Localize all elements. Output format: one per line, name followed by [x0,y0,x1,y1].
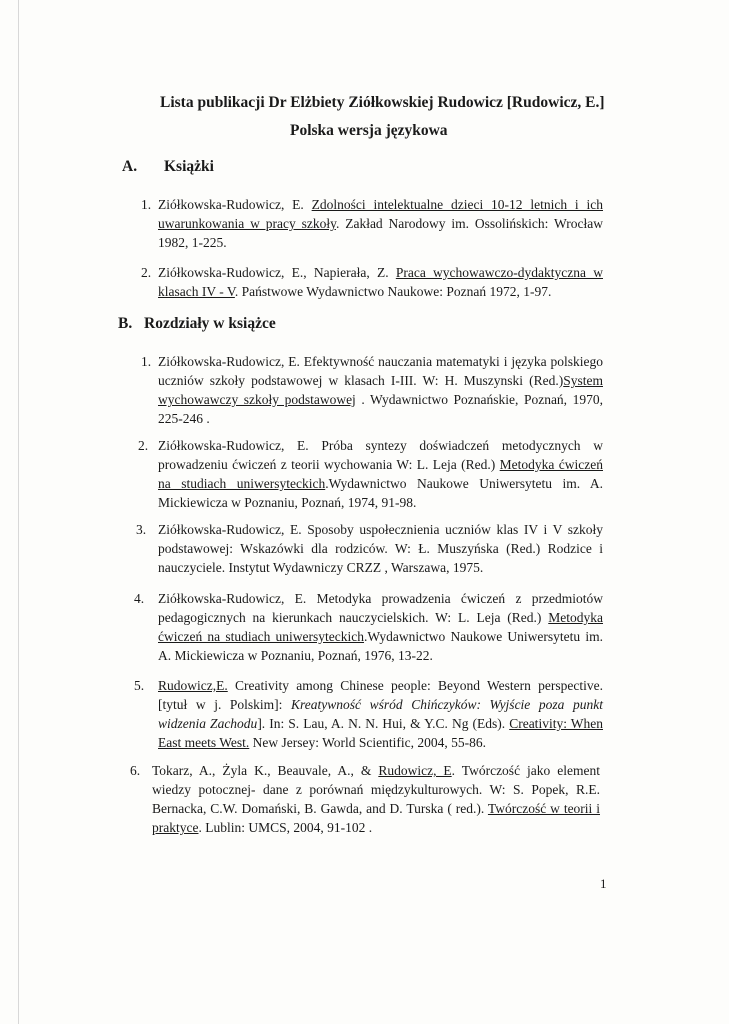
item-text: Tokarz, A., Żyla K., Beauvale, A., & [152,763,379,778]
item-text: Ziółkowska-Rudowicz, E. Próba syntezy doświadczeń metodycznych w prowadzeniu ćwiczeń z teorii wychowania W: L. Leja (Red.) [158,438,603,472]
item-text: . Wydawnictwo Poznańskie, Poznań, 1970, 225-246 . [158,392,603,426]
section-letter: A. [122,158,138,175]
section-title: Książki [164,158,214,175]
item-title-underlined: Metodyka ćwiczeń na studiach uniwersyteckich [158,457,603,491]
item-text: . Zakład Narodowy im. Ossolińskich: Wrocław 1982, 1-225. [158,216,603,250]
item-number: 2. [141,265,152,280]
item-number: 4. [134,591,145,606]
item-text: Ziółkowska-Rudowicz, E. [158,197,312,212]
item-text: . Lublin: UMCS, 2004, 91-102 . [198,820,373,835]
author-underlined: Rudowicz, E [378,763,452,778]
list-item [158,436,603,512]
item-number: 1. [141,197,152,212]
list-item [158,195,603,252]
item-number: 5. [134,678,145,693]
item-text: ]. In: S. Lau, A. N. N. Hui, & Y.C. Ng (Eds). [257,716,510,731]
section-title: Rozdziały w książce [144,315,276,332]
item-text: . Państwowe Wydawnictwo Naukowe: Poznań 1972, 1-97. [234,284,552,299]
list-item [158,263,603,301]
list-item [158,352,603,428]
section-letter: B. [118,315,133,332]
item-text: New Jersey: World Scientific, 2004, 55-86. [249,735,487,750]
item-text: .Wydawnictwo Naukowe Uniwersytetu im. A. Mickiewicza w Poznaniu, Poznań, 1976, 13-22. [158,629,603,663]
item-title-underlined: System wychowawczy szkoły podstawowej [158,373,603,407]
item-number: 1. [141,354,152,369]
item-number: 3. [136,522,147,537]
item-title-underlined: Metodyka ćwiczeń na studiach uniwersyteckich [158,610,603,644]
item-title-underlined: Praca wychowawczo-dydaktyczna w klasach IV - V [158,265,603,299]
scan-edge-line [18,0,19,1024]
item-text: .Wydawnictwo Naukowe Uniwersytetu im. A. Mickiewicza w Poznaniu, Poznań, 1974, 91-98. [158,476,604,510]
document-subtitle: Polska wersja językowa [290,122,448,139]
section-heading-a [122,158,214,176]
item-text: Creativity among Chinese people: Beyond Western perspective. [tytuł w j. Polskim]: [158,678,603,712]
item-text: Ziółkowska-Rudowicz, E. Metodyka prowadzenia ćwiczeń z przedmiotów pedagogicznych na kierunkach nauczycielskich. W: L. Leja (Red.) [158,591,603,625]
list-item [158,589,603,665]
item-number: 2. [138,438,149,453]
author-underlined: Rudowicz,E. [158,678,228,693]
list-item [158,520,603,577]
item-title-underlined: Creativity: When East meets West. [158,716,603,750]
page-number: 1 [600,876,607,891]
item-text: . Twórczość jako element wiedzy potocznej- dane z porównań międzykulturowych. W: S. Popek, R.E. Bernacka, C.W. Domański, B. Gawda, and D. Turska ( red.). [152,763,600,816]
document-title: Lista publikacji Dr Elżbiety Ziółkowskiej Rudowicz [Rudowicz, E.] [160,94,605,111]
list-item [152,761,600,837]
list-item [158,676,603,752]
section-heading-b [118,315,276,333]
item-title-underlined: Twórczość w teorii i praktyce [152,801,600,835]
item-title-italic: Kreatywność wśród Chińczyków: Wyjście poza punkt widzenia Zachodu [158,697,603,731]
item-text: Ziółkowska-Rudowicz, E. Sposoby uspołecznienia uczniów klas IV i V szkoły podstawowej: Wskazówki dla rodziców. W: Ł. Muszyńska (Red.) Rodzice i nauczyciele. Instytut Wydawniczy CRZZ , Warszawa, 1975. [158,522,603,575]
item-number: 6. [130,763,141,778]
item-text: Ziółkowska-Rudowicz, E., Napierała, Z. [158,265,396,280]
item-text: Ziółkowska-Rudowicz, E. Efektywność nauczania matematyki i języka polskiego uczniów szkoły podstawowej w klasach I-III. W: H. Muszynski (Red.) [158,354,603,388]
item-title-underlined: Zdolności intelektualne dzieci 10-12 letnich i ich uwarunkowania w pracy szkoły [158,197,603,231]
